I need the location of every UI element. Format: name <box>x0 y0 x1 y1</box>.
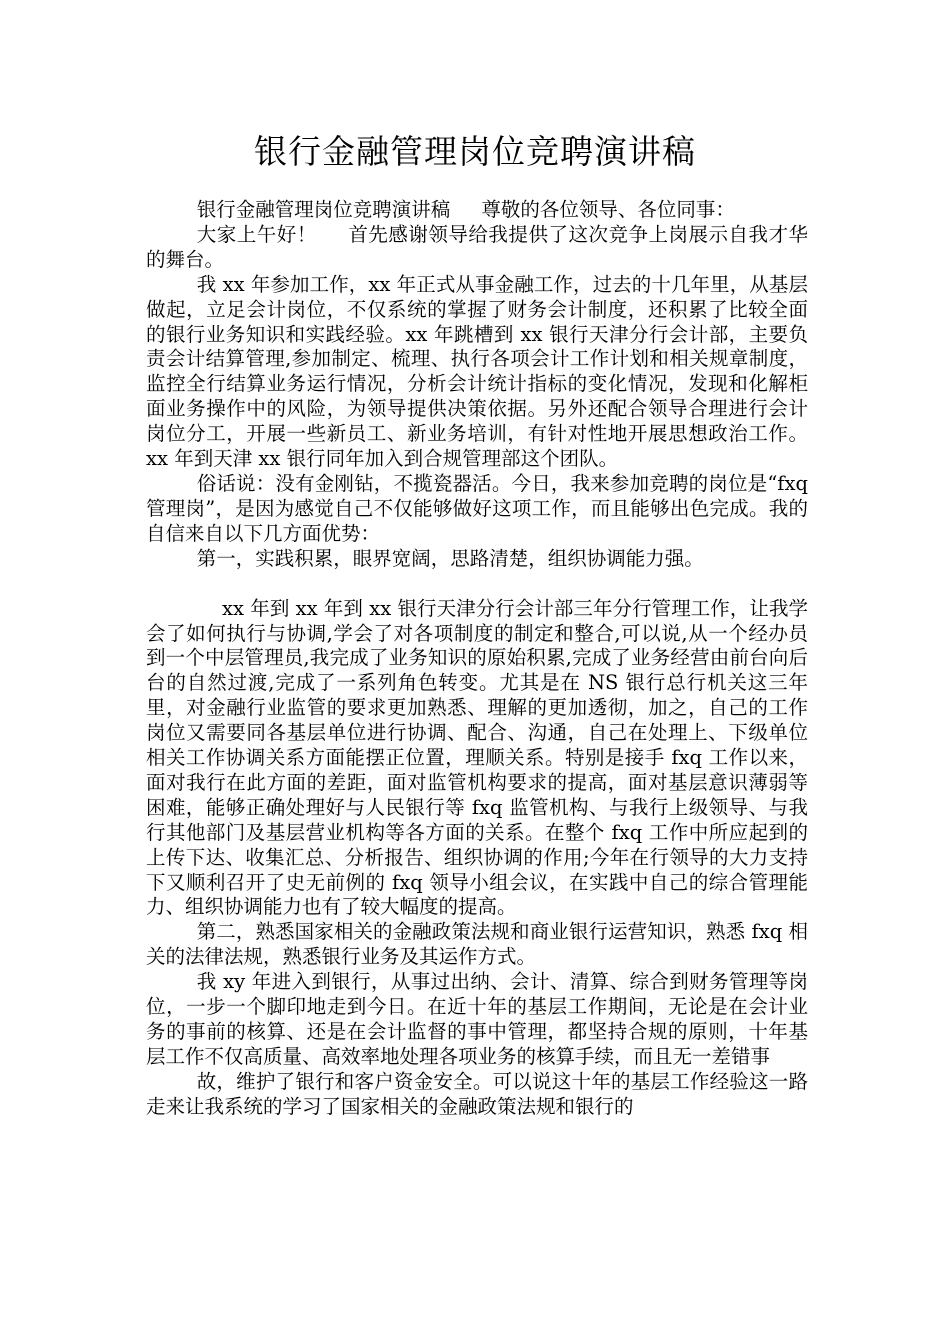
subtitle-text: 银行金融管理岗位竞聘演讲稿 <box>196 198 451 221</box>
paragraph-salutation <box>146 198 808 223</box>
opening-greeting: 大家上午好！ <box>196 222 317 246</box>
paragraph-point-two: 第二，熟悉国家相关的金融政策法规和商业银行运营知识，熟悉 fxq 相关的法律法规，熟悉银行业务及其运作方式。 <box>146 920 808 969</box>
paragraph-proverb: 俗话说：没有金刚钻，不揽瓷器活。今日，我来参加竞聘的岗位是“fxq 管理岗”，是因为感觉自己不仅能够做好这项工作，而且能够出色完成。我的自信来自以下几方面优势： <box>146 471 808 545</box>
document-title: 银行金融管理岗位竞聘演讲稿 <box>254 132 696 171</box>
paragraph-opening <box>146 223 808 273</box>
paragraph-continuation: 故，维护了银行和客户资金安全。可以说这十年的基层工作经验这一路走来让我系统的学习了国家相关的金融政策法规和银行的 <box>146 1069 808 1118</box>
opening-thanks: 首先感谢领导给我提供了这次竞争上岗展示自我才华的舞台。 <box>146 222 808 271</box>
paragraph-point-two-detail: 我 xy 年进入到银行，从事过出纳、会计、清算、综合到财务管理等岗位，一步一个脚印地走到今日。在近十年的基层工作期间，无论是在会计业务的事前的核算、还是在会计监督的事中管理，都坚持合规的原则，十年基层工作不仅高质量、高效率地处理各项业务的核算手续，而且无一差错事 <box>146 970 808 1068</box>
paragraph-point-one-detail: xx 年到 xx 年到 xx 银行天津分行会计部三年分行管理工作，让我学会了如何执行与协调,学会了对各项制度的制定和整合,可以说,从一个经办员到一个中层管理员,我完成了业务知识的原始积累,完成了业务经营由前台向后台的自然过渡,完成了一系列角色转变。尤其是在 NS 银行总行机关这三年里，对金融行业监管的要求更加熟悉、理解的更加透彻，加之，自己的工作岗位又需要同各基层单位进行协调、配合、沟通，自己在处理上、下级单位相关工作协调关系方面能摆正位置，理顺关系。特别是接手 fxq 工作以来，面对我行在此方面的差距，面对监管机构要求的提高，面对基层意识薄弱等困难，能够正确处理好与人民银行等 fxq 监管机构、与我行上级领导、与我行其他部门及基层营业机构等各方面的关系。在整个 fxq 工作中所应起到的上传下达、收集汇总、分析报告、组织协调的作用;今年在行领导的大力支持下又顺利召开了史无前例的 fxq 领导小组会议，在实践中自己的综合管理能力、组织协调能力也有了较大幅度的提高。 <box>146 596 808 919</box>
paragraph-experience: 我 xx 年参加工作，xx 年正式从事金融工作，过去的十几年里，从基层做起，立足会计岗位，不仅系统的掌握了财务会计制度，还积累了比较全面的银行业务知识和实践经验。xx 年跳槽到 xx 银行天津分行会计部，主要负责会计结算管理,参加制定、梳理、执行各项会计工作计划和相关规章制度，监控全行结算业务运行情况，分析会计统计指标的变化情况，发现和化解柜面业务操作中的风险，为领导提供决策依据。另外还配合领导合理进行会计岗位分工，开展一些新员工、新业务培训，有针对性地开展思想政治工作。xx 年到天津 xx 银行同年加入到合规管理部这个团队。 <box>146 272 808 471</box>
greeting-text: 尊敬的各位领导、各位同事： <box>481 198 735 221</box>
paragraph-point-one: 第一，实践积累，眼界宽阔，思路清楚，组织协调能力强。 <box>196 546 704 570</box>
document-body <box>146 198 808 1120</box>
